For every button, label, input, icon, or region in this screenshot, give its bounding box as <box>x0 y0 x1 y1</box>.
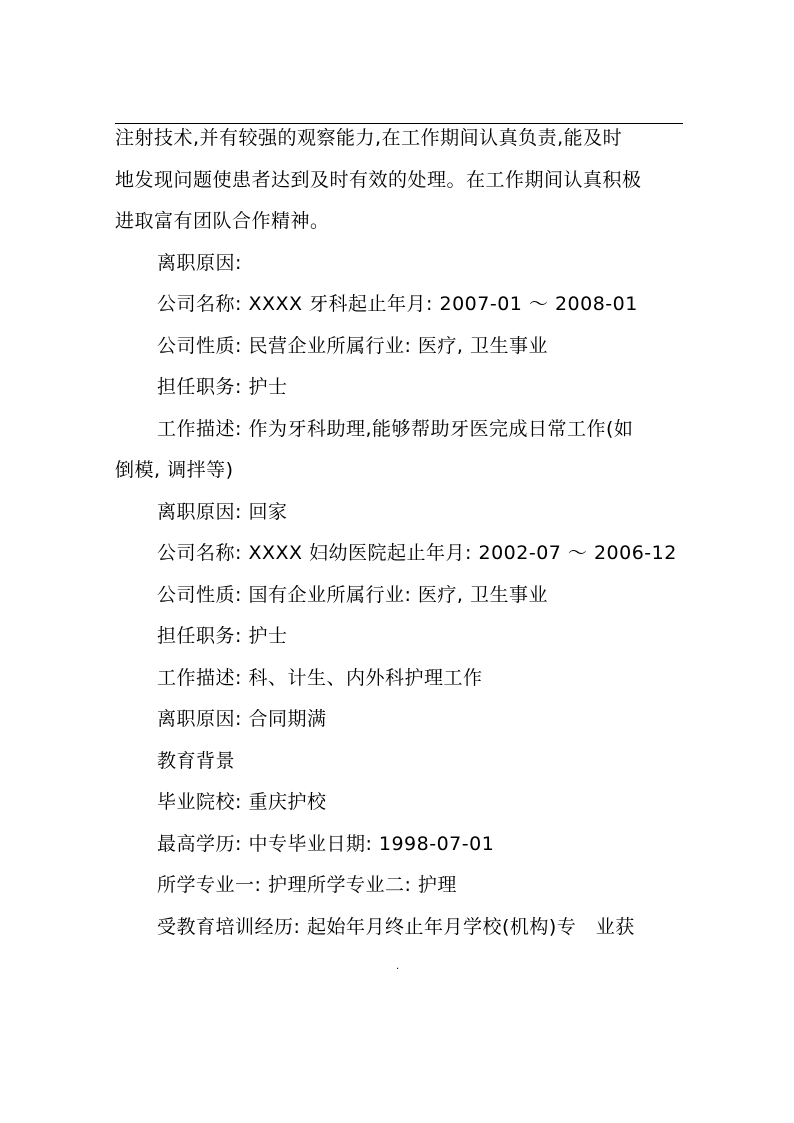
text-line-12: 公司性质: 国有企业所属行业: 医疗, 卫生事业 <box>157 583 548 606</box>
text-line-15: 离职原因: 合同期满 <box>157 708 327 730</box>
text-line-1: 注射技术,并有较强的观察能力,在工作期间认真负责,能及时 <box>115 127 623 149</box>
document-body <box>115 118 683 948</box>
text-line-13: 担任职务: 护士 <box>157 625 288 647</box>
text-line-3: 进取富有团队合作精神。 <box>115 210 330 232</box>
text-line-18: 最高学历: 中专毕业日期: 1998-07-01 <box>157 832 495 855</box>
text-line-20: 受教育培训经历: 起始年月终止年月学校(机构)专 业获 <box>157 915 635 938</box>
footer-mark: . <box>396 961 400 972</box>
text-line-8: 工作描述: 作为牙科助理,能够帮助牙医完成日常工作(如 <box>157 417 634 440</box>
text-line-11: 公司名称: XXXX 妇幼医院起止年月: 2002-07 ～ 2006-12 <box>157 542 677 564</box>
text-line-16: 教育背景 <box>157 749 236 772</box>
text-line-2: 地发现问题使患者达到及时有效的处理。在工作期间认真积极 <box>115 168 642 191</box>
text-line-9: 倒模, 调拌等) <box>115 459 234 481</box>
text-line-10: 离职原因: 回家 <box>157 500 288 523</box>
text-line-6: 公司性质: 民营企业所属行业: 医疗, 卫生事业 <box>157 334 548 357</box>
text-line-4: 离职原因: <box>157 251 242 274</box>
text-line-14: 工作描述: 科、计生、内外科护理工作 <box>157 666 483 689</box>
text-line-7: 担任职务: 护士 <box>157 376 288 398</box>
text-line-19: 所学专业一: 护理所学专业二: 护理 <box>157 874 457 896</box>
text-line-17: 毕业院校: 重庆护校 <box>157 791 327 813</box>
text-line-5: 公司名称: XXXX 牙科起止年月: 2007-01 ～ 2008-01 <box>157 293 638 315</box>
